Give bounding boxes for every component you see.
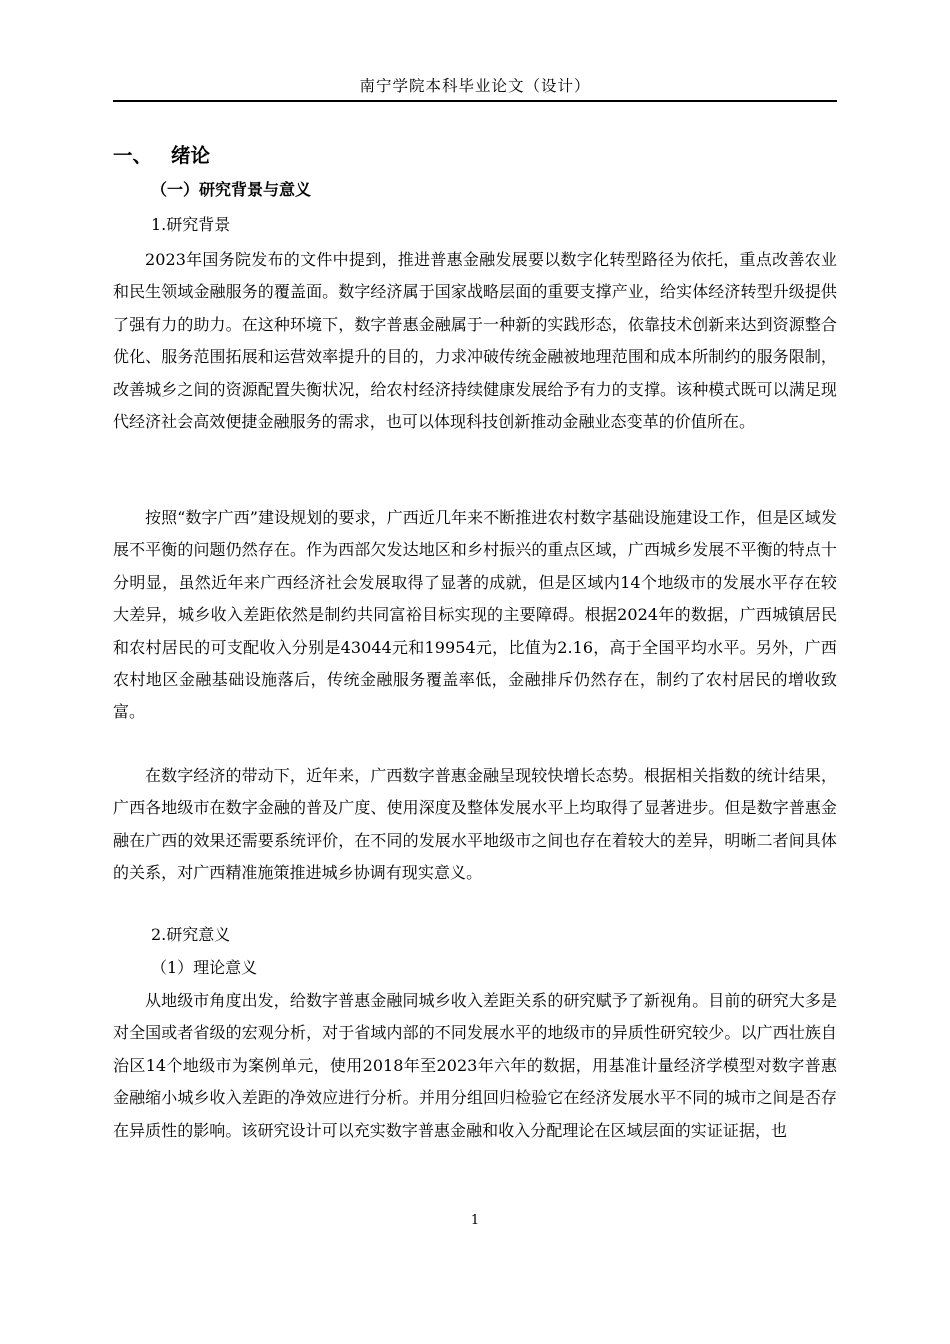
- paragraph-background-3: 在数字经济的带动下，近年来，广西数字普惠金融呈现较快增长态势。根据相关指数的统计结果，广西各地级市在数字金融的普及广度、使用深度及整体发展水平上均取得了显著进步。但是数字普惠金融在广西的效果还需要系统评价，在不同的发展水平地级市之间也存在着较大的差异，明晰二者间具体的关系，对广西精准施策推进城乡协调有现实意义。: [113, 766, 837, 883]
- subsection-heading-background: 1.研究背景: [151, 215, 231, 234]
- chapter-title: 绪论: [171, 144, 211, 167]
- section-heading: （一）研究背景与意义: [151, 180, 312, 199]
- chapter-number: 一、: [113, 144, 153, 167]
- subsection-heading-significance: 2.研究意义: [151, 925, 231, 944]
- chapter-heading: [113, 140, 210, 168]
- subsubsection-heading-theory: （1）理论意义: [151, 958, 258, 977]
- page-number: 1: [470, 1213, 480, 1228]
- paragraph-background-2: 按照“数字广西”建设规划的要求，广西近几年来不断推进农村数字基础设施建设工作，但是区域发展不平衡的问题仍然存在。作为西部欠发达地区和乡村振兴的重点区域，广西城乡发展不平衡的特点十分明显，虽然近年来广西经济社会发展取得了显著的成就，但是区域内14个地级市的发展水平存在较大差异，城乡收入差距依然是制约共同富裕目标实现的主要障碍。根据2024年的数据，广西城镇居民和农村居民的可支配收入分别是43044元和19954元，比值为2.16，高于全国平均水平。另外，广西农村地区金融基础设施落后，传统金融服务覆盖率低，金融排斥仍然存在，制约了农村居民的增收致富。: [113, 508, 837, 722]
- page-header-title: 南宁学院本科毕业论文（设计）: [359, 77, 591, 95]
- paragraph-theory: 从地级市角度出发，给数字普惠金融同城乡收入差距关系的研究赋予了新视角。目前的研究大多是对全国或者省级的宏观分析，对于省域内部的不同发展水平的地级市的异质性研究较少。以广西壮族自治区14个地级市为案例单元，使用2018年至2023年六年的数据，用基准计量经济学模型对数字普惠金融缩小城乡收入差距的净效应进行分析。并用分组回归检验它在经济发展水平不同的城市之间是否存在异质性的影响。该研究设计可以充实数字普惠金融和收入分配理论在区域层面的实证证据，也: [113, 991, 837, 1140]
- header-divider: [113, 100, 837, 102]
- paragraph-background-1: 2023年国务院发布的文件中提到，推进普惠金融发展要以数字化转型路径为依托，重点改善农业和民生领域金融服务的覆盖面。数字经济属于国家战略层面的重要支撑产业，给实体经济转型升级提供了强有力的助力。在这种环境下，数字普惠金融属于一种新的实践形态，依靠技术创新来达到资源整合优化、服务范围拓展和运营效率提升的目的，力求冲破传统金融被地理范围和成本所制约的服务限制，改善城乡之间的资源配置失衡状况，给农村经济持续健康发展给予有力的支撑。该种模式既可以满足现代经济社会高效便捷金融服务的需求，也可以体现科技创新推动金融业态变革的价值所在。: [113, 250, 837, 432]
